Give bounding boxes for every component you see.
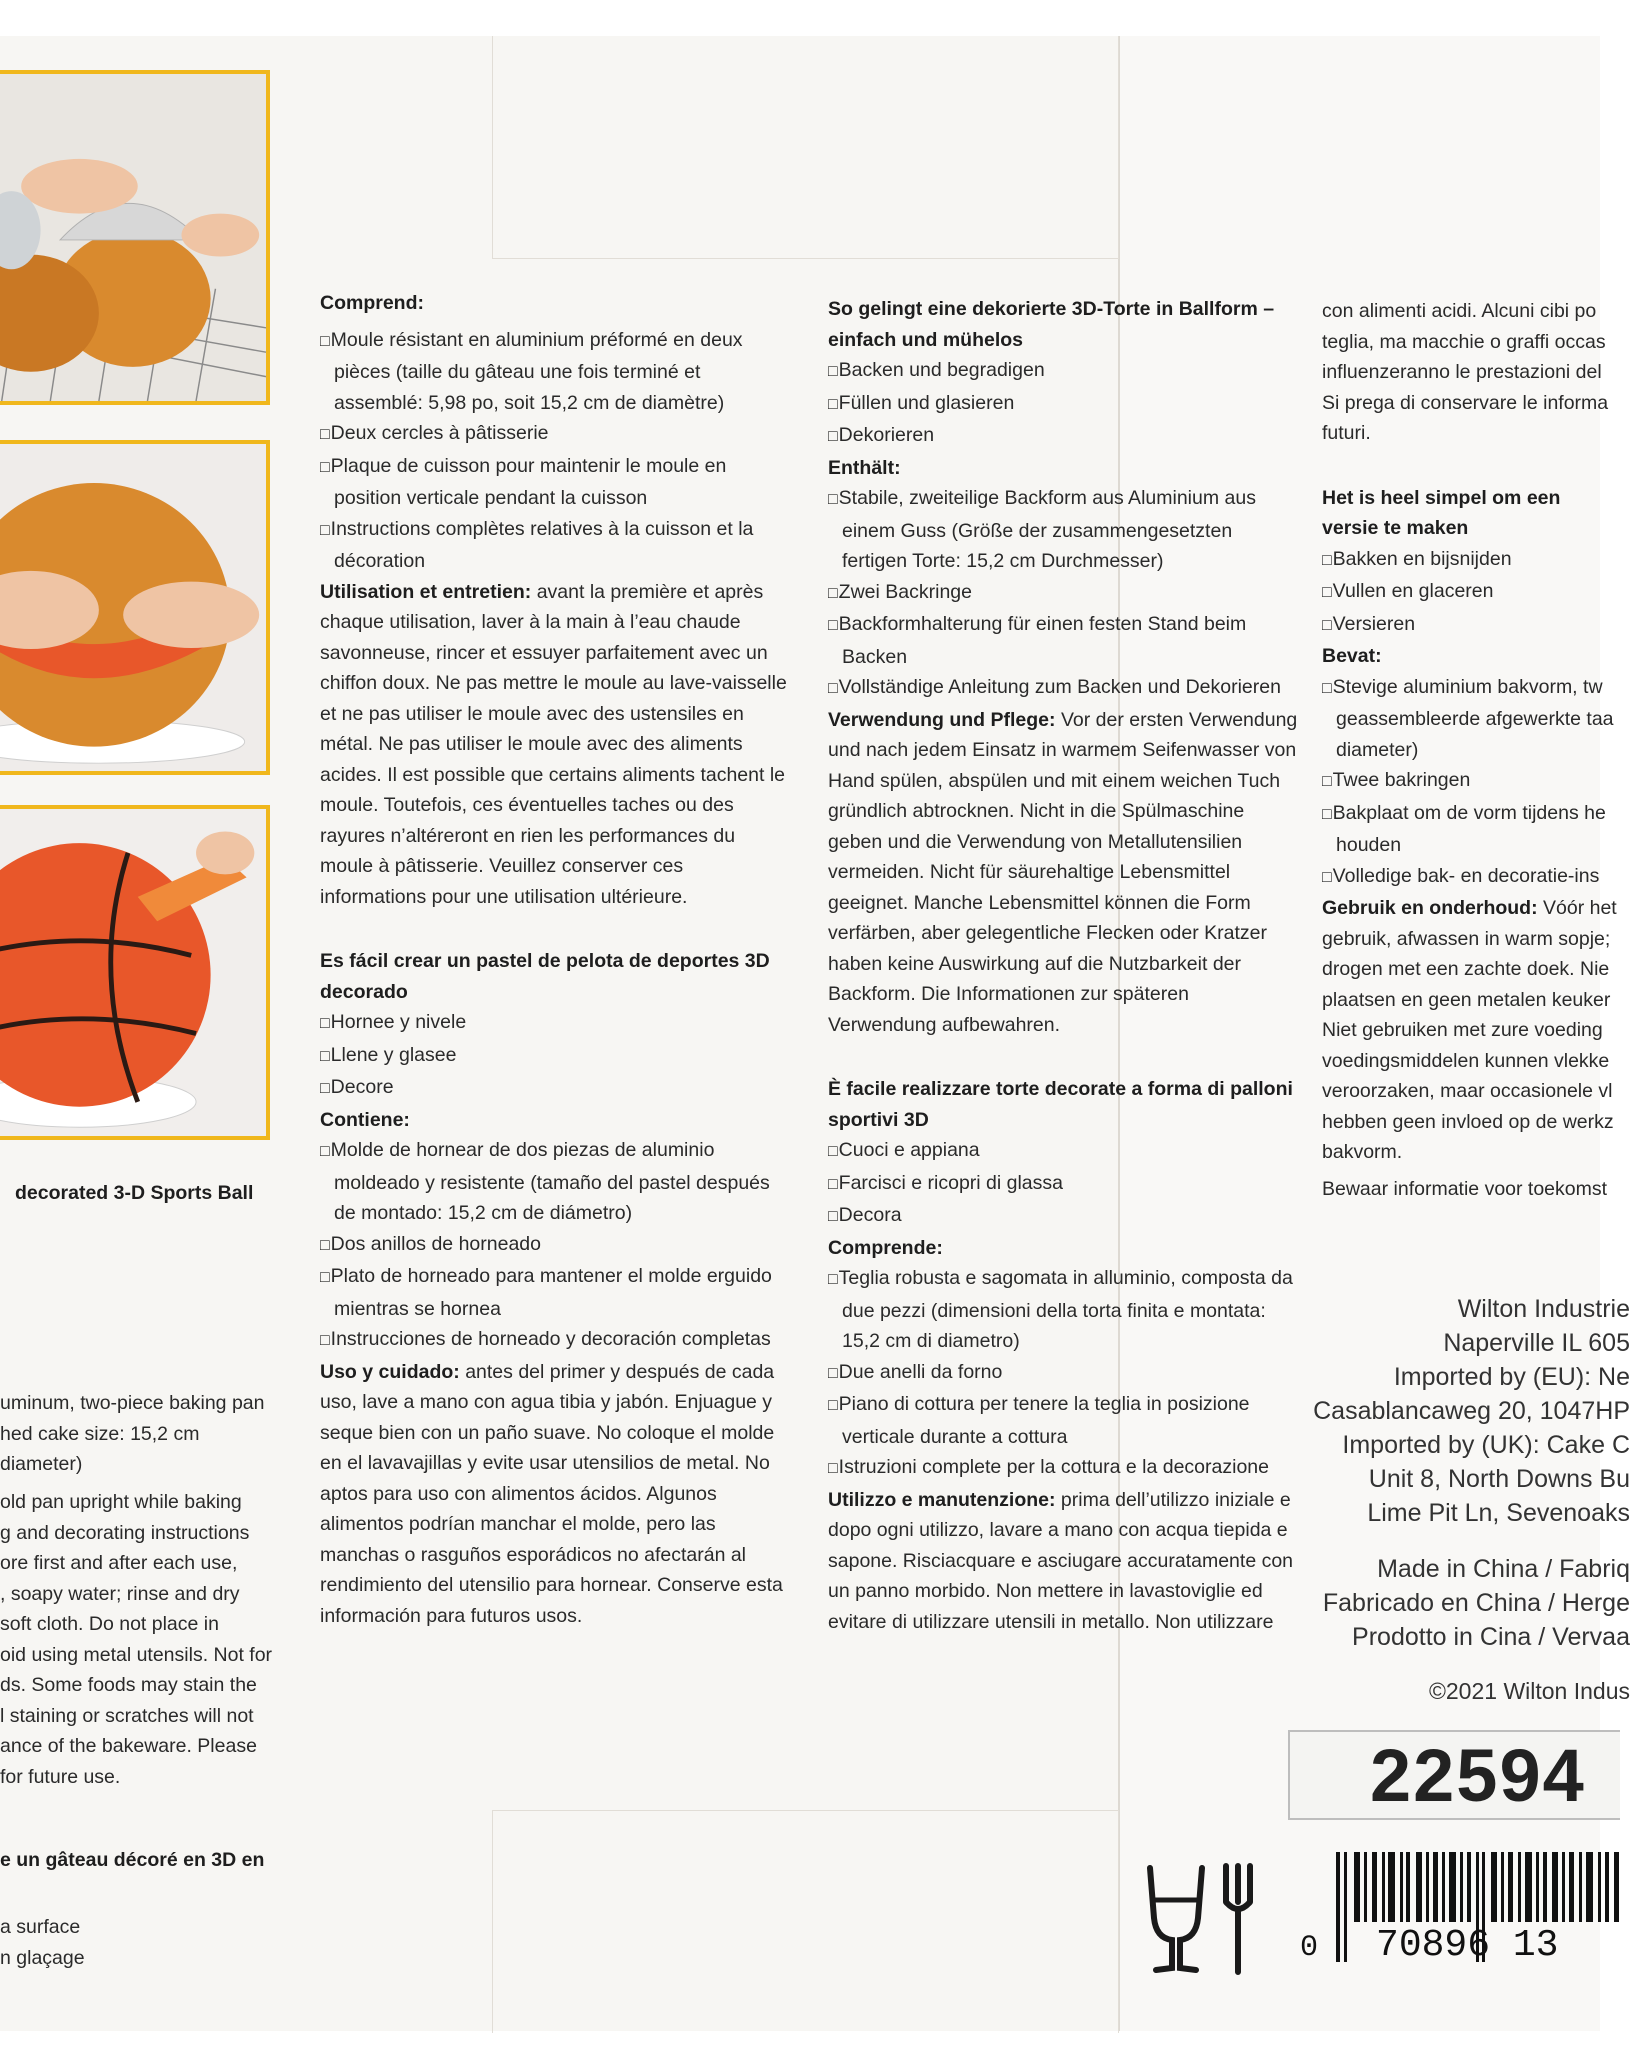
- list-item: □ Vullen en glaceren: [1322, 576, 1622, 609]
- french-care-text: avant la première et après chaque utilisation, laver à la main à l’eau chaude savonneuse, rincer et essuyer parfaitement avec un chiffon doux. Ne pas mettre le moule au lave-vaisselle et ne pas utiliser le moule avec des ustensiles en métal. Ne pas utiliser le moule avec des aliments acides. Il est possible que certains aliments tachent le moule. Toutefois, ces éventuelles taches ou des rayures n’altéreront en rien les performances du moule à pâtisserie. Veuillez conserver ces informations pour une utilisation ultérieure.: [320, 580, 787, 908]
- dutch-includes-heading: Bevat:: [1322, 645, 1382, 667]
- list-item: □ Backen und begradigen: [828, 355, 1298, 388]
- french-includes-heading: Comprend:: [320, 292, 424, 314]
- french-includes-list: [320, 325, 790, 577]
- german-title: So gelingt eine dekorierte 3D-Torte in Ballform – einfach und mühelos: [828, 298, 1275, 351]
- list-item: □ Molde de hornear de dos piezas de aluminio moldeado y resistente (tamaño del pastel después de montado: 15,2 cm de diámetro): [320, 1135, 790, 1229]
- address-line: Imported by (EU): Ne: [1393, 1363, 1630, 1391]
- column-german-italian: [828, 294, 1298, 1637]
- photo-joining-cake: [0, 440, 270, 775]
- column-italian-dutch: [1322, 296, 1622, 1204]
- list-item: □ Due anelli da forno: [828, 1357, 1298, 1390]
- list-item: □ Plaque de cuisson pour maintenir le moule en position verticale pendant la cuisson: [320, 451, 790, 514]
- list-item: □ Bakken en bijsnijden: [1322, 544, 1622, 577]
- partial-line: ance of the bakeware. Please: [0, 1735, 257, 1757]
- list-item: □ Stevige aluminium bakvorm, tw geassembleerde afgewerkte taa diameter): [1322, 672, 1622, 766]
- list-item: □ Cuoci e appiana: [828, 1135, 1298, 1168]
- list-item: □ Moule résistant en aluminium préformé en deux pièces (taille du gâteau une fois terminé et assemblé: 5,98 po, soit 15,2 cm de diamètre): [320, 325, 790, 419]
- list-item: □ Deux cercles à pâtisserie: [320, 418, 790, 451]
- origin-line: Made in China / Fabriq: [1377, 1555, 1630, 1583]
- upc-digits: 70896 13: [1376, 1924, 1559, 1967]
- partial-line: old pan upright while baking: [0, 1491, 242, 1513]
- address-line: Naperville IL 605: [1443, 1329, 1630, 1357]
- list-item: □ Füllen und glasieren: [828, 388, 1298, 421]
- spanish-care-paragraph: [320, 1357, 790, 1632]
- top-tab-outline: [492, 36, 1119, 259]
- upc-prefix: 0: [1300, 1931, 1319, 1965]
- german-steps: [828, 355, 1298, 453]
- partial-line: uminum, two-piece baking pan: [0, 1392, 265, 1414]
- list-item: □ Farcisci e ricopri di glassa: [828, 1168, 1298, 1201]
- italian-includes-list: [828, 1263, 1298, 1485]
- italian-steps: [828, 1135, 1298, 1233]
- german-care-paragraph: [828, 705, 1298, 1041]
- list-item: □ Bakplaat om de vorm tijdens he houden: [1322, 798, 1622, 861]
- bottom-tab-outline: [492, 1810, 1119, 2033]
- spanish-title: Es fácil crear un pastel de pelota de deportes 3D decorado: [320, 950, 770, 1003]
- partial-line: ore first and after each use,: [0, 1552, 238, 1574]
- english-partial-care: [0, 1487, 280, 1792]
- spanish-includes-heading: Contiene:: [320, 1108, 410, 1131]
- sports-ball-title: decorated 3-D Sports Ball: [15, 1182, 254, 1204]
- partial-line: soft cloth. Do not place in: [0, 1613, 219, 1635]
- list-item: □ Llene y glasee: [320, 1040, 790, 1073]
- column-french-spanish: [320, 288, 790, 1631]
- list-item: □ Dekorieren: [828, 420, 1298, 453]
- list-item: □ Versieren: [1322, 609, 1622, 642]
- german-includes-list: [828, 483, 1298, 705]
- dutch-care-label: Gebruik en onderhoud:: [1322, 897, 1538, 919]
- list-item: □ Volledige bak- en decoratie-ins: [1322, 861, 1622, 894]
- address-line: Lime Pit Ln, Sevenoaks: [1367, 1499, 1630, 1527]
- partial-line: , soapy water; rinse and dry: [0, 1582, 240, 1605]
- copyright-text: ©2021 Wilton Indus: [1428, 1678, 1630, 1704]
- address-line: Imported by (UK): Cake C: [1342, 1431, 1630, 1459]
- country-of-origin: [1300, 1552, 1630, 1654]
- sku-number: 22594: [1370, 1734, 1586, 1817]
- partial-line: l staining or scratches will not: [0, 1704, 254, 1727]
- italian-care-paragraph: [828, 1485, 1298, 1638]
- list-item: □ Istruzioni complete per la cottura e la decorazione: [828, 1452, 1298, 1485]
- italian-includes-heading: Comprende:: [828, 1236, 943, 1259]
- dutch-care-text: Vóór het gebruik, afwassen in warm sopje; drogen met een zachte doek. Nie plaatsen en geen metalen keuker Niet gebruiken met zure voeding voedingsmiddelen kunnen vlekke veroorzaken, maar occasionele vl hebben geen invloed op de werkz bakvorm.: [1322, 897, 1617, 1163]
- address-line: Wilton Industrie: [1457, 1295, 1630, 1323]
- italian-care-label: Utilizzo e manutenzione:: [828, 1488, 1056, 1511]
- list-item: □ Decore: [320, 1072, 790, 1105]
- spanish-care-text: antes del primer y después de cada uso, lave a mano con agua tibia y jabón. Enjuague y seque bien con un paño suave. No coloque el molde en el lavavajillas y evite usar utensilios de metal. No aptos para uso con alimentos ácidos. Algunos alimentos podrían manchar el molde, pero las manchas o rasguños esporádicos no afectarán al rendimiento del utensilio para hornear. Conserve esta información para futuros usos.: [320, 1360, 783, 1627]
- french-care-paragraph: [320, 577, 790, 913]
- french-care-label: Utilisation et entretien:: [320, 580, 532, 603]
- list-item: □ Plato de horneado para mantener el molde erguido mientras se hornea: [320, 1261, 790, 1324]
- origin-line: Prodotto in Cina / Vervaa: [1352, 1623, 1630, 1651]
- list-item: □ Dos anillos de horneado: [320, 1229, 790, 1262]
- partial-line: for future use.: [0, 1765, 121, 1788]
- dutch-includes-list: [1322, 672, 1622, 894]
- italian-care-continued: con alimenti acidi. Alcuni cibi po teglia, ma macchie o graffi occas influenzeranno le prestazioni del Si prega di conservare le informa futuri.: [1322, 300, 1609, 444]
- list-item: □ Twee bakringen: [1322, 765, 1622, 798]
- english-partial-title: [0, 1178, 280, 1209]
- dutch-title: Het is heel simpel om een versie te maken: [1322, 486, 1561, 539]
- partial-line: a surface: [0, 1916, 81, 1938]
- list-item: □ Backformhalterung für einen festen Stand beim Backen: [828, 609, 1298, 672]
- list-item: □ Teglia robusta e sagomata in alluminio, composta da due pezzi (dimensioni della torta finita e montata: 15,2 cm di diametro): [828, 1263, 1298, 1357]
- partial-line: ds. Some foods may stain the: [0, 1674, 257, 1696]
- list-item: □ Instrucciones de horneado y decoración completas: [320, 1324, 790, 1357]
- dutch-care-paragraph: [1322, 893, 1622, 1168]
- list-item: □ Vollständige Anleitung zum Backen und Dekorieren: [828, 672, 1298, 705]
- spanish-includes-list: [320, 1135, 790, 1357]
- origin-line: Fabricado en China / Herge: [1322, 1589, 1630, 1617]
- partial-line: g and decorating instructions: [0, 1521, 250, 1544]
- partial-line: hed cake size: 15,2 cm diameter): [0, 1422, 200, 1475]
- glass-fork-icon: [1142, 1860, 1262, 1978]
- list-item: □ Hornee y nivele: [320, 1007, 790, 1040]
- italian-care-text: prima dell’utilizzo iniziale e dopo ogni utilizzo, lavare a mano con acqua tiepida e sapone. Risciacquare e asciugare accuratamente con un panno morbido. Non mettere in lavastoviglie ed evitare di utilizzare utensili in metallo. Non utilizzare: [828, 1488, 1294, 1633]
- list-item: □ Decora: [828, 1200, 1298, 1233]
- address-line: Unit 8, North Downs Bu: [1368, 1465, 1630, 1493]
- list-item: □ Instructions complètes relatives à la cuisson et la décoration: [320, 514, 790, 577]
- dutch-keep-info: Bewaar informatie voor toekomst: [1322, 1177, 1608, 1200]
- french-partial-heading: e un gâteau décoré en 3D en: [0, 1849, 265, 1871]
- company-address: [1300, 1292, 1630, 1530]
- german-care-text: Vor der ersten Verwendung und nach jedem Einsatz in warmem Seifenwasser von Hand spülen, abspülen und mit einem weichen Tuch gründlich abtrocknen. Nicht in die Spülmaschine geben und die Verwendung von Metallutensilien vermeiden. Nicht für säurehaltige Lebensmittel geeignet. Manche Lebensmittel können die Form verfärben, aber gelegentliche Flecken oder Kratzer haben keine Auswirkung auf die Nutzbarkeit der Backform. Die Informationen zur späteren Verwendung aufbewahren.: [828, 708, 1298, 1036]
- list-item: □ Piano di cottura per tenere la teglia in posizione verticale durante a cottura: [828, 1389, 1298, 1452]
- photo-decorating-basketball: [0, 805, 270, 1140]
- spanish-steps: [320, 1007, 790, 1105]
- italian-title: È facile realizzare torte decorate a forma di palloni sportivi 3D: [828, 1078, 1293, 1131]
- address-line: Casablancaweg 20, 1047HP: [1313, 1397, 1630, 1425]
- english-partial-includes: [0, 1388, 280, 1480]
- partial-line: oid using metal utensils. Not for: [0, 1643, 273, 1666]
- french-partial-steps: [0, 1912, 280, 1973]
- upc-number: [1300, 1924, 1559, 1967]
- dutch-steps: [1322, 544, 1622, 642]
- list-item: □ Stabile, zweiteilige Backform aus Aluminium aus einem Guss (Größe der zusammengesetzten fertigen Torte: 15,2 cm Durchmesser): [828, 483, 1298, 577]
- german-care-label: Verwendung und Pflege:: [828, 708, 1056, 731]
- list-item: □ Zwei Backringe: [828, 577, 1298, 610]
- french-partial-title: [0, 1845, 280, 1876]
- german-includes-heading: Enthält:: [828, 456, 901, 479]
- photo-unmolding-cake: [0, 70, 270, 405]
- partial-line: n glaçage: [0, 1946, 85, 1969]
- copyright: [1300, 1674, 1630, 1708]
- spanish-care-label: Uso y cuidado:: [320, 1360, 460, 1383]
